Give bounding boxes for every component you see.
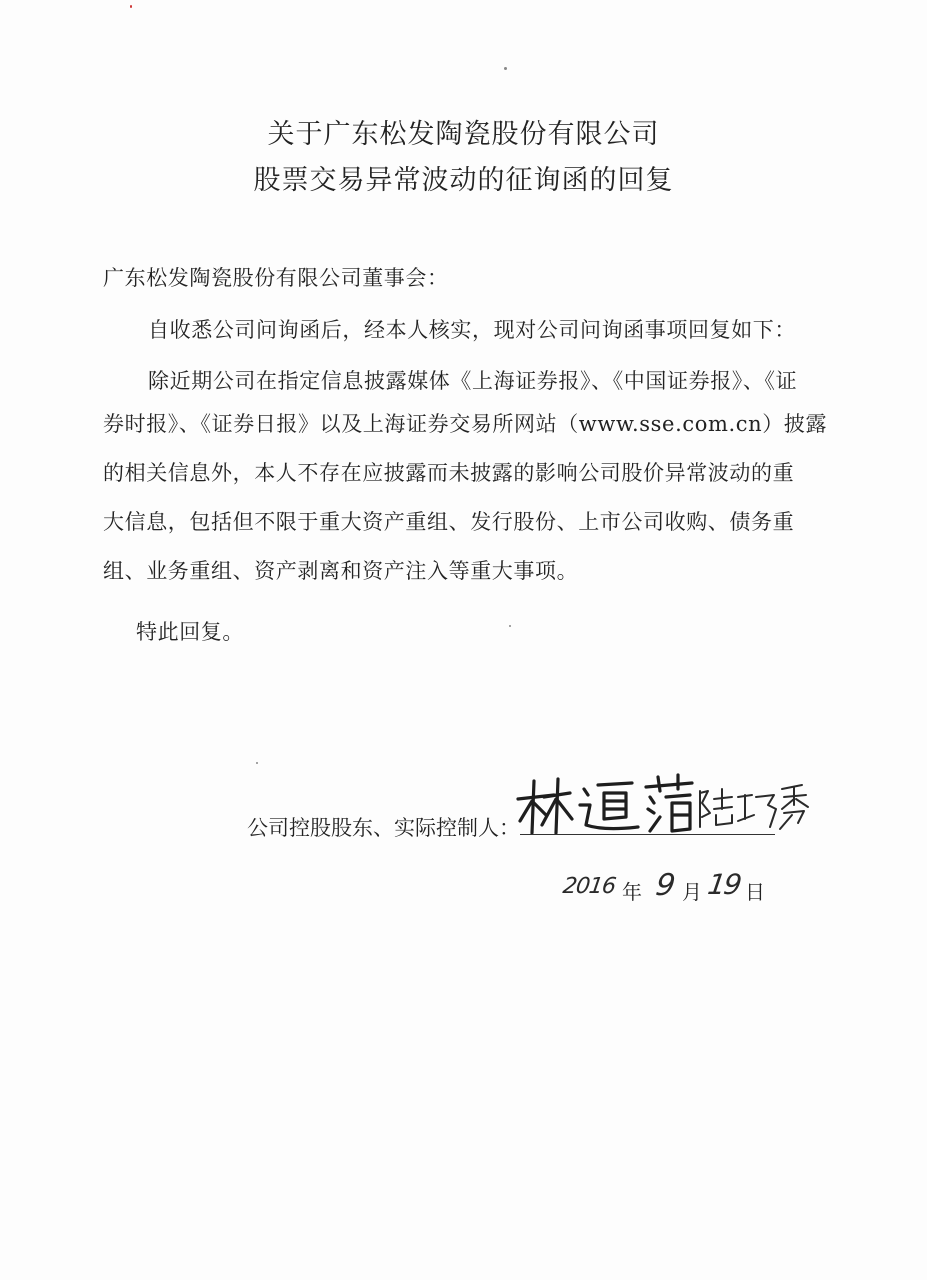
date-month-unit: 月 — [682, 880, 702, 904]
scan-speck — [256, 762, 258, 764]
body-paragraph-2-line-4: 大信息，包括但不限于重大资产重组、发行股份、上市公司收购、债务重 — [103, 510, 795, 534]
date-day-unit: 日 — [745, 880, 765, 904]
document-title-line-1: 关于广东松发陶瓷股份有限公司 — [267, 119, 660, 150]
scan-speck — [130, 5, 132, 8]
document-title-line-2: 股票交易异常波动的征询函的回复 — [253, 165, 674, 196]
signature-date — [560, 868, 790, 908]
closing-remark: 特此回复。 — [136, 620, 244, 644]
body-paragraph-1: 自收悉公司问询函后，经本人核实，现对公司问询函事项回复如下： — [148, 318, 796, 342]
date-day: 19 — [705, 868, 742, 901]
signature-underline — [520, 834, 775, 835]
signature-label: 公司控股股东、实际控制人： — [247, 816, 520, 840]
scan-speck — [504, 67, 507, 70]
salutation: 广东松发陶瓷股份有限公司董事会： — [103, 266, 449, 290]
date-month: 9 — [653, 868, 678, 903]
date-year-unit: 年 — [622, 880, 642, 904]
body-paragraph-2-line-5: 组、业务重组、资产剥离和资产注入等重大事项。 — [103, 559, 579, 583]
body-paragraph-2-line-3: 的相关信息外，本人不存在应披露而未披露的影响公司股价异常波动的重 — [103, 461, 795, 485]
date-year: 2016 — [561, 874, 617, 899]
handwritten-signature — [514, 775, 814, 837]
body-paragraph-2-line-2: 券时报》、《证券日报》以及上海证券交易所网站（www.sse.com.cn）披露 — [103, 412, 828, 436]
scan-speck — [509, 625, 511, 627]
body-paragraph-2-line-1: 除近期公司在指定信息披露媒体《上海证券报》、《中国证券报》、《证 — [148, 369, 798, 393]
